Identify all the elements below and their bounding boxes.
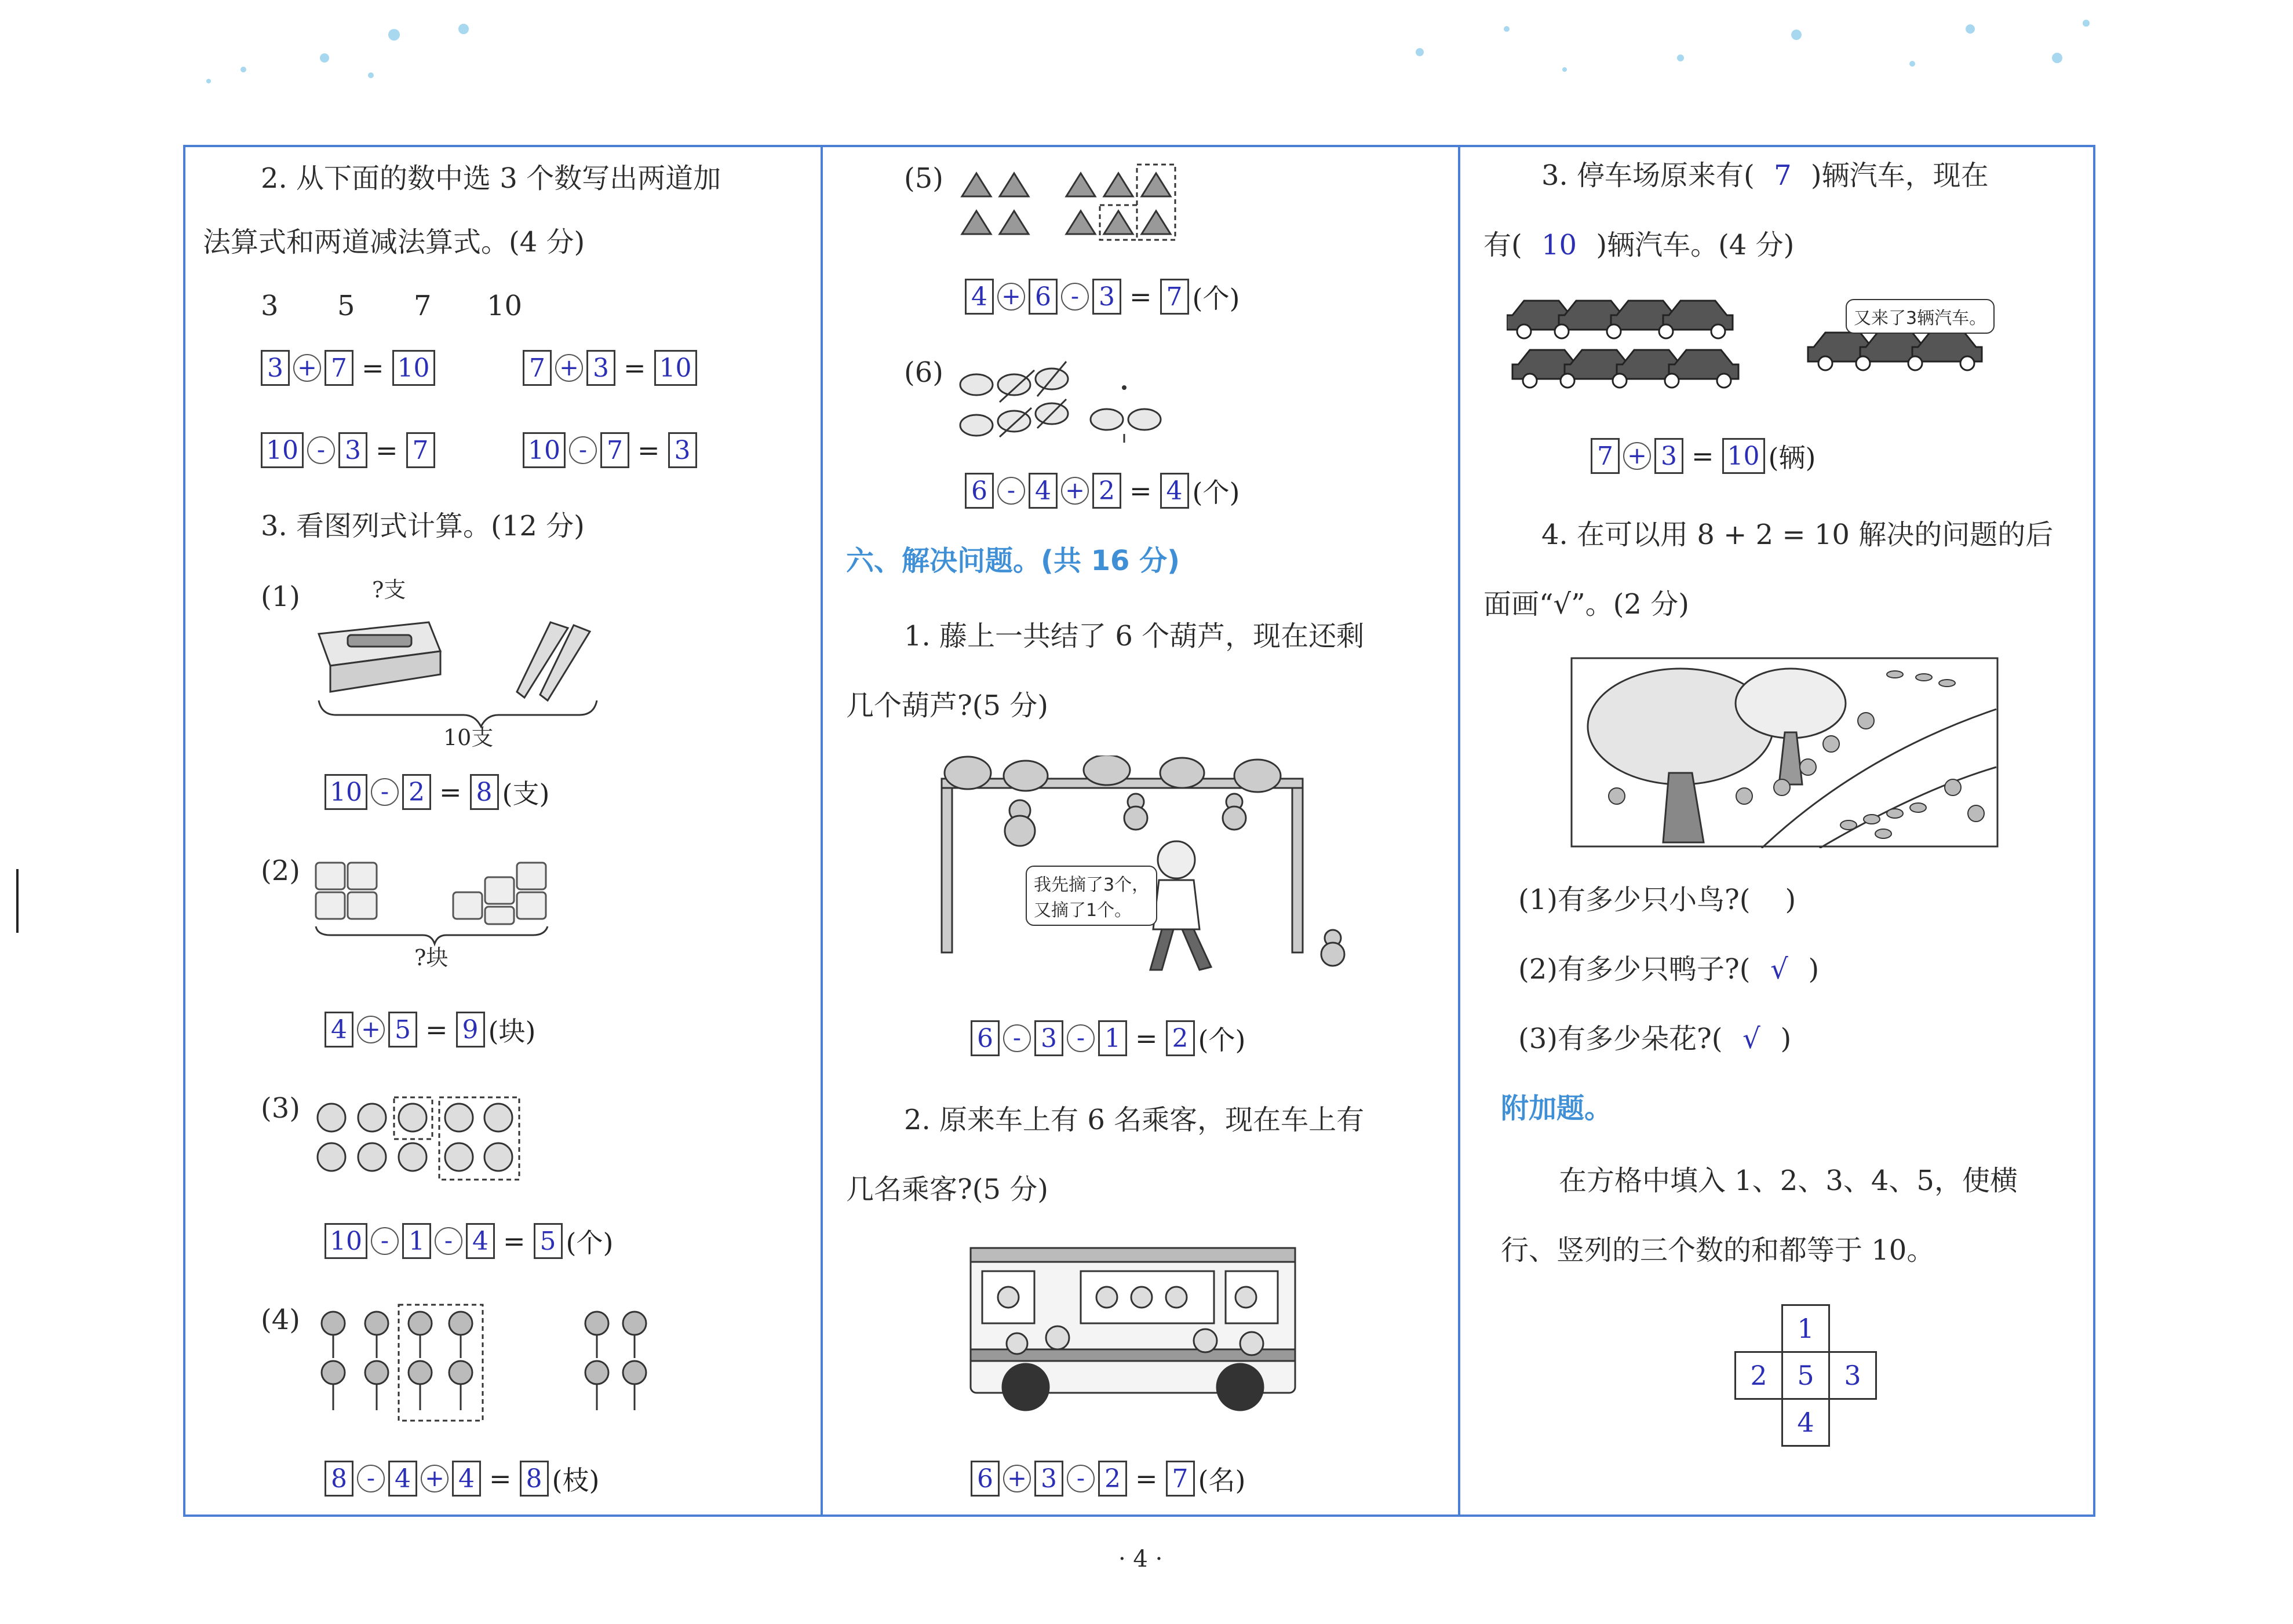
unit-label: (个) (1192, 283, 1240, 314)
s3-answer-1[interactable]: 7 (1774, 159, 1792, 192)
q3-title: 3. 看图列式计算。(12 分) (261, 510, 585, 542)
number-choice: 7 (414, 290, 432, 322)
park-scene-image (1570, 657, 1999, 848)
problem-4-equation (325, 1459, 599, 1498)
answer-box[interactable]: 2 (402, 774, 431, 810)
option-3 (1518, 1025, 1791, 1053)
unit-label: (名) (1198, 1465, 1246, 1496)
answer-box[interactable]: 3 (586, 350, 615, 386)
s3-text: )辆汽车，现在 (1810, 159, 1989, 192)
problem-2-label: (2) (261, 855, 300, 887)
option-2 (1518, 953, 1820, 986)
q2-text-line1: 2. 从下面的数中选 3 个数写出两道加 (261, 162, 721, 195)
binding-mark (16, 869, 19, 933)
unit-label: (支) (502, 778, 550, 809)
operator-circle[interactable]: + (293, 354, 321, 382)
s2-equation (971, 1459, 1245, 1498)
problem-3-label: (3) (261, 1092, 300, 1125)
s3-text: 有( (1483, 229, 1522, 261)
bubble-line: 又摘了1个。 (1034, 900, 1132, 921)
q2-text-line2: 法算式和两道减法算式。(4 分) (203, 226, 585, 258)
option-2-text: (2)有多少只鸭子?( (1518, 953, 1751, 986)
number-choice: 3 (261, 290, 279, 322)
answer-box[interactable]: 6 (1029, 279, 1058, 315)
column-2 (823, 147, 1460, 1514)
answer-box[interactable]: 3 (668, 432, 697, 468)
extra-text-line1: 在方格中填入 1、2、3、4、5，使横 (1559, 1165, 2018, 1197)
answer-box[interactable]: 3 (1092, 279, 1121, 315)
cross-cell-right[interactable]: 3 (1828, 1351, 1877, 1400)
answer-box[interactable]: 5 (534, 1223, 563, 1259)
problem-2-equation (325, 1010, 535, 1049)
answer-box[interactable]: 1 (1098, 1020, 1127, 1056)
peaches-image (313, 1089, 556, 1187)
operator-circle[interactable]: - (371, 1227, 399, 1255)
s2-text-line2: 几名乘客?(5 分) (846, 1173, 1048, 1206)
problem-4-label: (4) (261, 1304, 300, 1336)
bubble-line: 我先摘了3个， (1034, 875, 1150, 895)
s4-text-line1: 4. 在可以用 8 + 2 = 10 解决的问题的后 (1541, 519, 2054, 551)
s3-text-line1 (1541, 159, 1989, 192)
answer-box[interactable]: 8 (520, 1461, 549, 1497)
answer-box[interactable]: 10 (325, 774, 367, 810)
triangles-image (956, 159, 1200, 246)
equals-sign: = (503, 1225, 526, 1257)
answer-box[interactable]: 7 (325, 350, 353, 386)
equals-sign: = (439, 776, 462, 808)
operator-circle[interactable]: - (569, 436, 597, 464)
operator-circle[interactable]: - (307, 436, 335, 464)
operator-circle[interactable]: - (1067, 1024, 1095, 1052)
problem-1-label: (1) (261, 581, 300, 613)
number-choice: 5 (337, 290, 355, 322)
operator-circle[interactable]: - (997, 477, 1025, 505)
equation-add-1 (261, 350, 435, 386)
answer-box[interactable]: 6 (971, 1461, 1000, 1497)
number-choice: 10 (487, 290, 523, 322)
unit-label: (个) (1198, 1024, 1246, 1056)
option-close: ) (1780, 1023, 1792, 1055)
operator-circle[interactable]: - (435, 1227, 462, 1255)
equals-sign: = (637, 435, 660, 466)
s3-answer-2[interactable]: 10 (1541, 229, 1577, 261)
operator-circle[interactable]: + (1061, 477, 1089, 505)
equals-sign: = (1135, 1463, 1158, 1494)
unit-label: (个) (566, 1227, 614, 1258)
problem-6-equation (965, 472, 1240, 510)
answer-box[interactable]: 4 (965, 279, 994, 315)
problem-1-question: ?支 (372, 577, 406, 603)
answer-box[interactable]: 10 (523, 432, 566, 468)
answer-box[interactable]: 5 (388, 1012, 417, 1048)
section-6-title: 六、解决问题。(共 16 分) (846, 545, 1180, 577)
operator-circle[interactable]: - (1003, 1024, 1031, 1052)
flowers-image (313, 1300, 719, 1428)
answer-box[interactable]: 8 (325, 1461, 353, 1497)
unit-label: (个) (1192, 477, 1240, 508)
operator-circle[interactable]: - (1061, 283, 1089, 311)
problem-3-equation (325, 1222, 613, 1260)
answer-box[interactable]: 3 (1034, 1461, 1063, 1497)
s1-text-line2: 几个葫芦?(5 分) (846, 689, 1048, 722)
s3-equation (1591, 437, 1816, 475)
problem-5-label: (5) (904, 162, 943, 195)
option-1 (1518, 886, 1796, 914)
equation-sub-1 (261, 432, 435, 468)
column-3 (1460, 147, 2093, 1514)
problem-5-equation (965, 278, 1240, 316)
pencil-case-image (313, 599, 800, 750)
answer-box[interactable]: 10 (1722, 438, 1765, 474)
option-1-text: (1)有多少只小鸟?( (1518, 884, 1751, 916)
operator-circle[interactable]: + (555, 354, 583, 382)
unit-label: (块) (488, 1016, 536, 1047)
answer-box[interactable]: 6 (971, 1020, 1000, 1056)
cars-speech-bubble: 又来了3辆汽车。 (1846, 299, 1995, 334)
answer-box[interactable]: 2 (1098, 1461, 1127, 1497)
operator-circle[interactable]: + (357, 1016, 385, 1043)
equals-sign: = (624, 352, 646, 384)
unit-label: (枝) (552, 1465, 600, 1496)
answer-box[interactable]: 6 (965, 473, 994, 509)
answer-box[interactable]: 10 (654, 350, 697, 386)
answer-box[interactable]: 9 (456, 1012, 485, 1048)
answer-box[interactable]: 10 (325, 1223, 367, 1259)
answer-box[interactable]: 2 (1092, 473, 1121, 509)
answer-box[interactable]: 4 (1160, 473, 1189, 509)
option-close: ) (1808, 953, 1820, 986)
problem-2-question: ?块 (414, 945, 449, 970)
cross-cell-left[interactable]: 2 (1734, 1351, 1783, 1400)
answer-box[interactable]: 4 (325, 1012, 353, 1048)
option-2-answer[interactable]: √ (1770, 953, 1788, 986)
answer-box[interactable]: 7 (406, 432, 435, 468)
operator-circle[interactable]: + (421, 1465, 449, 1492)
s4-text-line2: 面画“√”。(2 分) (1483, 588, 1689, 621)
answer-box[interactable]: 3 (338, 432, 367, 468)
answer-box[interactable]: 4 (388, 1461, 417, 1497)
answer-box[interactable]: 7 (1591, 438, 1620, 474)
operator-circle[interactable]: - (357, 1465, 385, 1492)
answer-box[interactable]: 4 (466, 1223, 495, 1259)
option-close: ) (1785, 884, 1796, 916)
equals-sign: = (1692, 440, 1714, 472)
operator-circle[interactable]: - (1067, 1465, 1095, 1492)
problem-1-equation (325, 773, 549, 811)
s3-text: 3. 停车场原来有( (1541, 159, 1755, 192)
answer-box[interactable]: 2 (1166, 1020, 1195, 1056)
option-3-text: (3)有多少朵花?( (1518, 1023, 1723, 1055)
problem-6-label: (6) (904, 356, 943, 389)
s1-text-line1: 1. 藤上一共结了 6 个葫芦，现在还剩 (904, 620, 1365, 652)
column-1 (185, 147, 823, 1514)
answer-box[interactable]: 4 (1029, 473, 1058, 509)
operator-circle[interactable]: + (997, 283, 1025, 311)
cross-cell-top[interactable]: 1 (1781, 1304, 1830, 1353)
page-frame (183, 145, 2095, 1517)
equals-sign: = (362, 352, 384, 384)
speech-bubble (1026, 866, 1157, 926)
option-3-answer[interactable]: √ (1742, 1023, 1760, 1055)
answer-box[interactable]: 10 (392, 350, 435, 386)
equals-sign: = (1129, 281, 1152, 312)
unit-label: (辆) (1768, 442, 1816, 473)
buns-image (956, 353, 1200, 446)
header-sparkles (0, 0, 2293, 116)
equals-sign: = (489, 1463, 512, 1494)
answer-box[interactable]: 3 (1654, 438, 1683, 474)
extra-title: 附加题。 (1501, 1092, 1613, 1125)
equals-sign: = (1135, 1023, 1158, 1054)
page-number: · 4 · (1118, 1546, 1163, 1572)
answer-box[interactable]: 1 (402, 1223, 431, 1259)
s3-text-line2 (1483, 231, 1794, 259)
equation-sub-2 (523, 432, 697, 468)
s3-text: )辆汽车。(4 分) (1596, 229, 1795, 261)
answer-box[interactable]: 4 (452, 1461, 481, 1497)
equation-add-2 (523, 350, 697, 386)
extra-text-line2: 行、竖列的三个数的和都等于 10。 (1501, 1234, 1935, 1267)
answer-box[interactable]: 8 (470, 774, 499, 810)
operator-circle[interactable]: - (371, 778, 399, 806)
problem-1-total: 10支 (443, 725, 494, 750)
cross-cell-bottom[interactable]: 4 (1781, 1398, 1830, 1447)
answer-box[interactable]: 7 (1166, 1461, 1195, 1497)
answer-box[interactable]: 3 (261, 350, 290, 386)
s1-equation (971, 1019, 1245, 1057)
operator-circle[interactable]: + (1623, 442, 1651, 470)
answer-box[interactable]: 7 (523, 350, 552, 386)
equals-sign: = (376, 435, 398, 466)
answer-box[interactable]: 10 (261, 432, 304, 468)
answer-box[interactable]: 7 (600, 432, 629, 468)
operator-circle[interactable]: + (1003, 1465, 1031, 1492)
cross-cell-center[interactable]: 5 (1781, 1351, 1830, 1400)
s2-text-line1: 2. 原来车上有 6 名乘客，现在车上有 (904, 1104, 1365, 1136)
answer-box[interactable]: 3 (1034, 1020, 1063, 1056)
biscuits-image (313, 854, 579, 947)
equals-sign: = (425, 1014, 448, 1045)
bus-image (968, 1242, 1327, 1433)
answer-box[interactable]: 7 (1160, 279, 1189, 315)
equals-sign: = (1129, 475, 1152, 506)
